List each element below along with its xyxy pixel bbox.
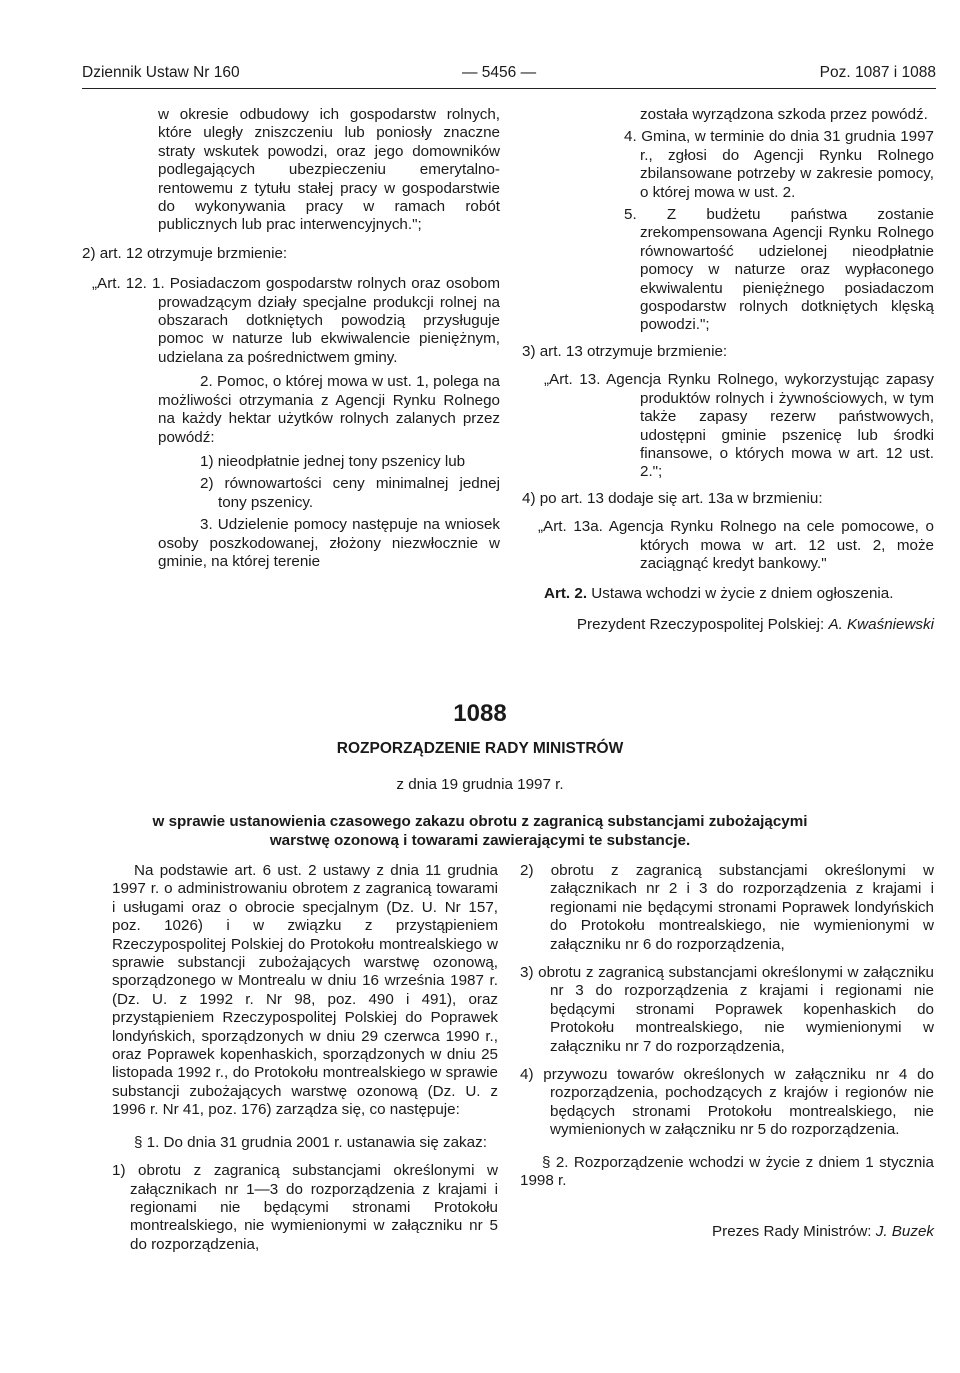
upper-left-column bbox=[82, 106, 500, 571]
upper-right-column bbox=[522, 106, 934, 634]
paragraph-1: § 1. Do dnia 31 grudnia 2001 r. ustanawia się zakaz: bbox=[134, 1133, 487, 1151]
lower-left-column bbox=[112, 862, 498, 1254]
amendment-2: 2) art. 12 otrzymuje brzmienie: bbox=[82, 244, 288, 262]
paragraph-2: § 2. Rozporządzenie wchodzi w życie z dniem 1 stycznia 1998 r. bbox=[520, 1153, 934, 1190]
act-subject-line1: w sprawie ustanowienia czasowego zakazu obrotu z zagranicą substancjami zubożającymi bbox=[152, 813, 808, 830]
ban-item-3: 3) obrotu z zagranicą substancjami określonymi w załączniku nr 3 do rozporządzenia z krajami i regionami nie będącymi stronami Poprawek kopenhaskich do Protokołu montrealskiego, nie wymienionymi w załączniku nr 7 do rozporządzenia, bbox=[520, 964, 934, 1055]
art2-line bbox=[544, 585, 934, 603]
amendment-4: 4) po art. 13 dodaje się art. 13a w brzmieniu: bbox=[522, 489, 823, 507]
pm-name: J. Buzek bbox=[875, 1222, 934, 1240]
option-2: 2) równowartości ceny minimalnej jednej tony pszenicy. bbox=[200, 475, 500, 511]
ban-item-4: 4) przywozu towarów określonych w załączniku nr 4 do rozporządzenia, pochodzących z krajów i regionów nie będących stronami Protokołu montrealskiego, nie wymienionych w załączniku nr 5 do rozporządzenia. bbox=[520, 1066, 934, 1139]
pm-label: Prezes Rady Ministrów: bbox=[712, 1222, 872, 1240]
president-name: A. Kwaśniewski bbox=[828, 615, 934, 633]
lower-right-column bbox=[520, 862, 934, 1241]
art13-text: „Art. 13. Agencja Rynku Rolnego, wykorzystując zapasy produktów rolnych i żywnościowych, w tym także zapasy rezerw państwowych, udostępni gminie pszenicę lub środki finansowe, o których mowa w art. 12 ust. 2."; bbox=[544, 371, 934, 481]
president-label: Prezydent Rzeczypospolitej Polskiej: bbox=[576, 615, 825, 633]
intro-paragraph: w okresie odbudowy ich gospodarstw rolnych, które uległy zniszczeniu lub poniosły znaczne straty wskutek powodzi, oraz jego domowników podlegających ubezpieczeniu emerytalno-rentowemu z tytułu stałej pracy w gospodarstwie do wykonywania pracy w ramach robót publicznych lub prac interwencyjnych."; bbox=[158, 106, 500, 234]
act-number: 1088 bbox=[453, 700, 507, 727]
act-type: ROZPORZĄDZENIE RADY MINISTRÓW bbox=[336, 740, 624, 757]
art12-para2: 2. Pomoc, o której mowa w ust. 1, polega na możliwości otrzymania z Agencji Rynku Rolnego na każdy hektar użytków rolnych zalanych przez powódź: bbox=[158, 373, 500, 446]
act-subject bbox=[0, 813, 960, 850]
journal-title: Dziennik Ustaw Nr 160 bbox=[82, 64, 240, 81]
amendment-3: 3) art. 13 otrzymuje brzmienie: bbox=[522, 342, 728, 360]
president-signature bbox=[530, 616, 934, 634]
art12-para5: 5. Z budżetu państwa zostanie zrekompensowana Agencji Rynku Rolnego równowartość udzielonej nieodpłatnie pomocy w naturze oraz wypłaconego ekwiwalentu pieniężnego posiadaczom gospodarstw rolnych dotkniętych klęską powodzi."; bbox=[624, 206, 934, 334]
header-rule bbox=[82, 88, 936, 89]
art13a-text: „Art. 13a. Agencja Rynku Rolnego na cele pomocowe, o których mowa w art. 12 ust. 2, może zaciągnąć kredyt bankowy." bbox=[538, 518, 934, 572]
ban-item-2: 2) obrotu z zagranicą substancjami określonymi w załącznikach nr 2 i 3 do rozporządzenia z krajami i regionami nie będącymi stronami Poprawek londyńskich do Protokołu montrealskiego, nie wymienionymi w załączniku nr 6 do rozporządzenia, bbox=[520, 862, 934, 953]
option-1: 1) nieodpłatnie jednej tony pszenicy lub bbox=[200, 452, 466, 470]
ban-item-1: 1) obrotu z zagranicą substancjami określonymi w załącznikach nr 1—3 do rozporządzenia z krajami i regionami nie będącymi stronami Protokołu montrealskiego, nie wymienionymi w załączniku nr 5 do rozporządzenia, bbox=[112, 1162, 498, 1253]
act-subject-line2: warstwę ozonową i towarami zawierającymi te substancje. bbox=[269, 831, 691, 849]
art12-para3: 3. Udzielenie pomocy następuje na wniosek osoby poszkodowanej, złożony niezwłocznie w gminie, na której terenie bbox=[158, 516, 500, 570]
continuation: została wyrządzona szkoda przez powódź. bbox=[640, 106, 928, 123]
art2-text: Ustawa wchodzi w życie z dniem ogłoszenia. bbox=[591, 585, 894, 603]
page-header bbox=[82, 64, 936, 88]
art12-para4: 4. Gmina, w terminie do dnia 31 grudnia 1997 r., zgłosi do Agencji Rynku Rolnego zbilansowane potrzeby w zakresie pomocy, o której mowa w ust. 2. bbox=[624, 128, 934, 201]
pm-signature bbox=[520, 1223, 934, 1241]
position-ref: Poz. 1087 i 1088 bbox=[819, 64, 936, 81]
legal-basis: Na podstawie art. 6 ust. 2 ustawy z dnia 11 grudnia 1997 r. o administrowaniu obrotem z zagranicą towarami i usługami oraz o obrocie specjalnym (Dz. U. Nr 157, poz. 1026) i w związku z przystąpieniem Rzeczypospolitej Polskiej do Protokołu montrealskiego w sprawie substancji zubożających warstwę ozonową, sporządzonego w Montrealu w dniu 16 września 1987 r. (Dz. U. z 1992 r. Nr 98, poz. 490 i 491), oraz przystąpieniem Rzeczypospolitej Polskiej do Poprawek londyńskich, sporządzonych w dniu 29 czerwca 1990 r., oraz Poprawek kopenhaskich, sporządzonych w dniu 25 listopada 1992 r., do Protokołu montrealskiego w sprawie substancji zubożających warstwę ozonową (Dz. U. z 1996 r. Nr 41, poz. 176) zarządza się, co następuje: bbox=[112, 862, 498, 1119]
act-date: z dnia 19 grudnia 1997 r. bbox=[396, 776, 564, 793]
art12-para1: „Art. 12. 1. Posiadaczom gospodarstw rolnych oraz osobom prowadzącym działy specjalne produkcji rolnej na obszarach dotkniętych powodzią przysługuje pomoc w naturze lub ekwiwalencie pieniężnym, udzielana za pośrednictwem gminy. bbox=[92, 275, 500, 366]
art2-label: Art. 2. bbox=[544, 585, 588, 603]
page-number: — 5456 — bbox=[462, 64, 537, 81]
